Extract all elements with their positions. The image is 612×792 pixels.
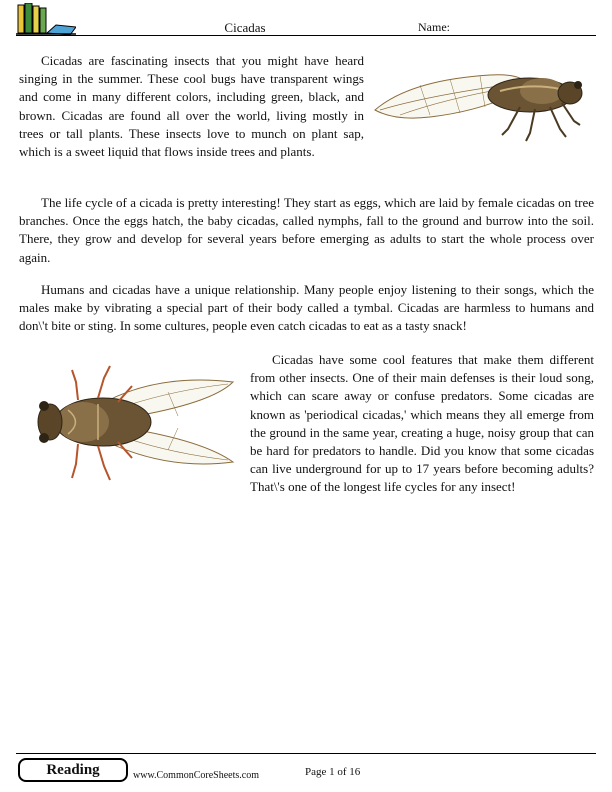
reading-badge: Reading [18, 758, 128, 782]
cicada-side-view-icon [370, 55, 590, 145]
site-url: www.CommonCoreSheets.com [133, 770, 260, 781]
header-divider [16, 35, 596, 36]
page-number: Page 1 of 16 [305, 766, 361, 778]
cicada-top-view-icon [28, 352, 238, 492]
paragraph-life-cycle: The life cycle of a cicada is pretty interesting! They start as eggs, which are laid by female cicadas on tree branches. Once the eggs hatch, the baby cicadas, called nymphs, fall to the ground and burrow into the soil. There, they grow and develop for several years before emerging as adults to start the whole process over again. [19, 195, 594, 265]
page-title: Cicadas [224, 20, 266, 35]
paragraph-humans: Humans and cicadas have a unique relationship. Many people enjoy listening to their songs, which the males make by vibrating a special part of their body called a tymbal. Cicadas are harmless to humans and don\'t bite or sting. In some cultures, people even catch cicadas to eat as a tasty snack! [19, 282, 594, 334]
name-label: Name: [418, 20, 450, 34]
paragraph-intro: Cicadas are fascinating insects that you might have heard singing in the summer. These cool bugs have transparent wings and come in many different colors, including green, black, and brown. Cicadas are found all over the world, living mostly in trees or tall plants. These insects love to munch on plant sap, which is a sweet liquid that flows inside trees and plants. [19, 53, 364, 160]
footer-divider [16, 753, 596, 754]
paragraph-features: Cicadas have some cool features that make them different from other insects. One of their main defenses is their loud song, which can scare away or confuse predators. Some cicadas are known as 'periodical cicadas,' which means they all emerge from the ground in the same year, creating a huge, noisy group that can be hard for predators to handle. Did you know that some cicadas can live underground for up to 17 years before becoming adults? That\'s one of the longest life cycles for any insect! [250, 352, 594, 495]
